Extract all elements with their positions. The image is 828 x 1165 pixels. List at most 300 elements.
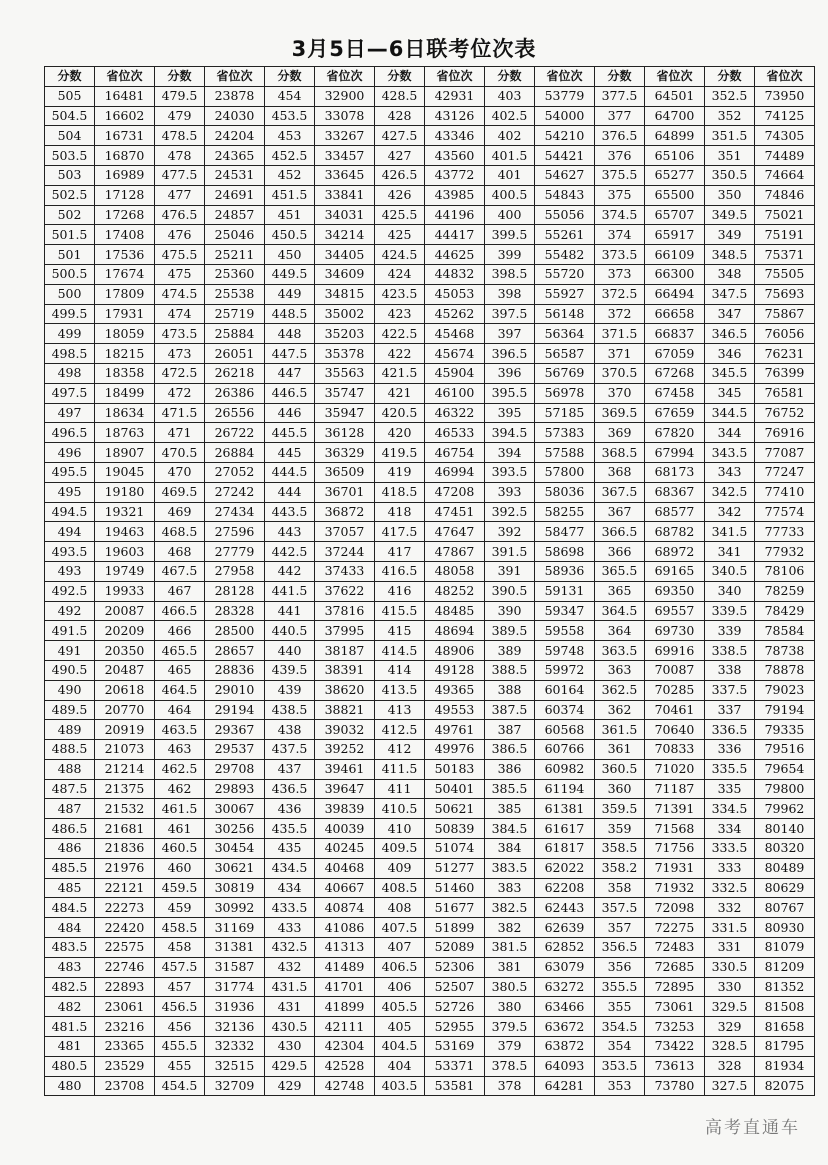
rank-cell: 64700	[645, 106, 705, 126]
rank-cell: 80767	[755, 898, 815, 918]
score-cell: 401.5	[485, 146, 535, 166]
rank-cell: 27434	[205, 502, 265, 522]
score-cell: 410	[375, 819, 425, 839]
score-cell: 368.5	[595, 443, 645, 463]
score-cell: 391	[485, 561, 535, 581]
score-cell: 480.5	[45, 1056, 95, 1076]
rank-cell: 22420	[95, 918, 155, 938]
table-row	[45, 86, 815, 106]
rank-cell: 73061	[645, 997, 705, 1017]
rank-cell: 34609	[315, 264, 375, 284]
rank-cell: 67458	[645, 383, 705, 403]
score-cell: 463.5	[155, 720, 205, 740]
score-cell: 339	[705, 621, 755, 641]
score-cell: 447	[265, 363, 315, 383]
rank-cell: 64501	[645, 86, 705, 106]
rank-cell: 54627	[535, 165, 595, 185]
score-cell: 426	[375, 185, 425, 205]
rank-cell: 30256	[205, 819, 265, 839]
score-cell: 369.5	[595, 403, 645, 423]
score-cell: 388.5	[485, 660, 535, 680]
rank-cell: 56978	[535, 383, 595, 403]
score-cell: 424.5	[375, 245, 425, 265]
score-cell: 492	[45, 601, 95, 621]
score-cell: 367	[595, 502, 645, 522]
score-cell: 386	[485, 759, 535, 779]
score-cell: 436	[265, 799, 315, 819]
rank-cell: 44196	[425, 205, 485, 225]
score-cell: 458.5	[155, 918, 205, 938]
score-cell: 448.5	[265, 304, 315, 324]
score-cell: 473.5	[155, 324, 205, 344]
score-cell: 480	[45, 1076, 95, 1096]
rank-cell: 47647	[425, 522, 485, 542]
rank-cell: 27242	[205, 482, 265, 502]
rank-cell: 80140	[755, 819, 815, 839]
score-cell: 413.5	[375, 680, 425, 700]
rank-cell: 22893	[95, 977, 155, 997]
header-score: 分数	[155, 67, 205, 87]
score-cell: 483	[45, 957, 95, 977]
score-cell: 486	[45, 839, 95, 859]
rank-cell: 37433	[315, 561, 375, 581]
rank-cell: 46994	[425, 462, 485, 482]
score-cell: 375.5	[595, 165, 645, 185]
score-cell: 458	[155, 938, 205, 958]
score-cell: 453	[265, 126, 315, 146]
rank-cell: 68577	[645, 502, 705, 522]
score-cell: 389	[485, 641, 535, 661]
rank-cell: 33267	[315, 126, 375, 146]
score-cell: 344	[705, 423, 755, 443]
score-cell: 504.5	[45, 106, 95, 126]
rank-cell: 53779	[535, 86, 595, 106]
score-cell: 449	[265, 284, 315, 304]
score-cell: 491.5	[45, 621, 95, 641]
score-cell: 357	[595, 918, 645, 938]
score-cell: 351.5	[705, 126, 755, 146]
score-cell: 423.5	[375, 284, 425, 304]
rank-cell: 81508	[755, 997, 815, 1017]
rank-cell: 59972	[535, 660, 595, 680]
score-cell: 488	[45, 759, 95, 779]
rank-cell: 37816	[315, 601, 375, 621]
rank-cell: 71187	[645, 779, 705, 799]
rank-cell: 68972	[645, 542, 705, 562]
rank-cell: 42304	[315, 1037, 375, 1057]
score-cell: 436.5	[265, 779, 315, 799]
score-cell: 338	[705, 660, 755, 680]
rank-cell: 36701	[315, 482, 375, 502]
score-cell: 412	[375, 740, 425, 760]
score-cell: 503.5	[45, 146, 95, 166]
rank-cell: 80320	[755, 839, 815, 859]
score-cell: 362	[595, 700, 645, 720]
header-score: 分数	[705, 67, 755, 87]
rank-cell: 58036	[535, 482, 595, 502]
score-cell: 467	[155, 581, 205, 601]
rank-cell: 46533	[425, 423, 485, 443]
score-cell: 451	[265, 205, 315, 225]
table-row	[45, 205, 815, 225]
rank-cell: 62208	[535, 878, 595, 898]
score-cell: 463	[155, 740, 205, 760]
score-cell: 390.5	[485, 581, 535, 601]
table-row	[45, 502, 815, 522]
score-cell: 399	[485, 245, 535, 265]
score-cell: 443.5	[265, 502, 315, 522]
rank-cell: 47451	[425, 502, 485, 522]
rank-cell: 81795	[755, 1037, 815, 1057]
rank-cell: 42931	[425, 86, 485, 106]
rank-cell: 49761	[425, 720, 485, 740]
rank-cell: 55927	[535, 284, 595, 304]
score-cell: 485	[45, 878, 95, 898]
rank-cell: 45674	[425, 344, 485, 364]
score-cell: 494.5	[45, 502, 95, 522]
score-cell: 387.5	[485, 700, 535, 720]
score-cell: 406.5	[375, 957, 425, 977]
score-cell: 467.5	[155, 561, 205, 581]
rank-cell: 79023	[755, 680, 815, 700]
score-cell: 396.5	[485, 344, 535, 364]
score-cell: 435.5	[265, 819, 315, 839]
rank-cell: 25538	[205, 284, 265, 304]
rank-cell: 65277	[645, 165, 705, 185]
score-cell: 341.5	[705, 522, 755, 542]
score-cell: 422	[375, 344, 425, 364]
rank-cell: 20618	[95, 680, 155, 700]
score-cell: 493.5	[45, 542, 95, 562]
rank-cell: 59131	[535, 581, 595, 601]
score-cell: 425.5	[375, 205, 425, 225]
rank-cell: 31774	[205, 977, 265, 997]
rank-cell: 73422	[645, 1037, 705, 1057]
score-cell: 414	[375, 660, 425, 680]
rank-cell: 72275	[645, 918, 705, 938]
score-cell: 432	[265, 957, 315, 977]
rank-cell: 37622	[315, 581, 375, 601]
table-row	[45, 839, 815, 859]
rank-cell: 32900	[315, 86, 375, 106]
score-cell: 335.5	[705, 759, 755, 779]
rank-cell: 26556	[205, 403, 265, 423]
rank-cell: 23708	[95, 1076, 155, 1096]
rank-cell: 23529	[95, 1056, 155, 1076]
rank-cell: 44625	[425, 245, 485, 265]
rank-cell: 55056	[535, 205, 595, 225]
score-cell: 336.5	[705, 720, 755, 740]
table-row	[45, 601, 815, 621]
rank-cell: 47208	[425, 482, 485, 502]
table-row	[45, 819, 815, 839]
score-cell: 342.5	[705, 482, 755, 502]
score-cell: 431.5	[265, 977, 315, 997]
score-cell: 461	[155, 819, 205, 839]
rank-cell: 69730	[645, 621, 705, 641]
score-cell: 408.5	[375, 878, 425, 898]
score-cell: 377	[595, 106, 645, 126]
rank-cell: 17674	[95, 264, 155, 284]
table-row	[45, 680, 815, 700]
rank-cell: 29893	[205, 779, 265, 799]
rank-cell: 61817	[535, 839, 595, 859]
score-cell: 497.5	[45, 383, 95, 403]
rank-cell: 19180	[95, 482, 155, 502]
score-cell: 349	[705, 225, 755, 245]
score-cell: 354	[595, 1037, 645, 1057]
table-row	[45, 284, 815, 304]
score-cell: 430	[265, 1037, 315, 1057]
score-cell: 445.5	[265, 423, 315, 443]
rank-cell: 32709	[205, 1076, 265, 1096]
score-cell: 494	[45, 522, 95, 542]
rank-cell: 66658	[645, 304, 705, 324]
score-cell: 356	[595, 957, 645, 977]
score-cell: 431	[265, 997, 315, 1017]
rank-cell: 75021	[755, 205, 815, 225]
rank-cell: 71931	[645, 858, 705, 878]
score-cell: 475	[155, 264, 205, 284]
score-cell: 439.5	[265, 660, 315, 680]
score-cell: 389.5	[485, 621, 535, 641]
rank-cell: 30454	[205, 839, 265, 859]
rank-cell: 52726	[425, 997, 485, 1017]
score-cell: 392	[485, 522, 535, 542]
rank-cell: 24204	[205, 126, 265, 146]
score-cell: 366.5	[595, 522, 645, 542]
score-cell: 409.5	[375, 839, 425, 859]
rank-cell: 40039	[315, 819, 375, 839]
score-cell: 413	[375, 700, 425, 720]
table-row	[45, 146, 815, 166]
rank-cell: 33645	[315, 165, 375, 185]
rank-cell: 48252	[425, 581, 485, 601]
table-row	[45, 1037, 815, 1057]
score-cell: 375	[595, 185, 645, 205]
score-cell: 390	[485, 601, 535, 621]
score-cell: 335	[705, 779, 755, 799]
rank-cell: 74489	[755, 146, 815, 166]
rank-cell: 33078	[315, 106, 375, 126]
score-cell: 432.5	[265, 938, 315, 958]
score-cell: 454.5	[155, 1076, 205, 1096]
rank-cell: 37244	[315, 542, 375, 562]
score-cell: 476	[155, 225, 205, 245]
score-cell: 477.5	[155, 165, 205, 185]
score-cell: 341	[705, 542, 755, 562]
rank-cell: 65917	[645, 225, 705, 245]
score-cell: 345.5	[705, 363, 755, 383]
score-cell: 462.5	[155, 759, 205, 779]
score-cell: 349.5	[705, 205, 755, 225]
rank-cell: 79335	[755, 720, 815, 740]
table-row	[45, 522, 815, 542]
rank-cell: 50621	[425, 799, 485, 819]
score-cell: 340	[705, 581, 755, 601]
score-cell: 438	[265, 720, 315, 740]
rank-cell: 28500	[205, 621, 265, 641]
rank-cell: 23878	[205, 86, 265, 106]
rank-cell: 75505	[755, 264, 815, 284]
rank-cell: 28328	[205, 601, 265, 621]
score-cell: 427	[375, 146, 425, 166]
rank-cell: 20770	[95, 700, 155, 720]
table-row	[45, 779, 815, 799]
score-cell: 334	[705, 819, 755, 839]
score-cell: 460.5	[155, 839, 205, 859]
rank-cell: 52306	[425, 957, 485, 977]
rank-cell: 38620	[315, 680, 375, 700]
score-cell: 495.5	[45, 462, 95, 482]
rank-cell: 76056	[755, 324, 815, 344]
score-cell: 383	[485, 878, 535, 898]
rank-cell: 18358	[95, 363, 155, 383]
rank-cell: 19321	[95, 502, 155, 522]
rank-cell: 65707	[645, 205, 705, 225]
rank-cell: 72098	[645, 898, 705, 918]
rank-cell: 24531	[205, 165, 265, 185]
score-cell: 439	[265, 680, 315, 700]
score-cell: 345	[705, 383, 755, 403]
score-cell: 418.5	[375, 482, 425, 502]
header-score: 分数	[485, 67, 535, 87]
rank-cell: 78738	[755, 641, 815, 661]
score-cell: 332	[705, 898, 755, 918]
rank-cell: 66494	[645, 284, 705, 304]
score-cell: 385.5	[485, 779, 535, 799]
score-cell: 380.5	[485, 977, 535, 997]
score-cell: 406	[375, 977, 425, 997]
score-cell: 358.5	[595, 839, 645, 859]
rank-cell: 29367	[205, 720, 265, 740]
table-header	[45, 67, 815, 87]
score-cell: 429	[265, 1076, 315, 1096]
rank-cell: 57800	[535, 462, 595, 482]
score-cell: 357.5	[595, 898, 645, 918]
rank-cell: 36128	[315, 423, 375, 443]
table-row	[45, 126, 815, 146]
rank-cell: 51277	[425, 858, 485, 878]
rank-cell: 36872	[315, 502, 375, 522]
score-cell: 334.5	[705, 799, 755, 819]
score-cell: 343	[705, 462, 755, 482]
table-row	[45, 165, 815, 185]
rank-cell: 31936	[205, 997, 265, 1017]
table-row	[45, 225, 815, 245]
score-cell: 445	[265, 443, 315, 463]
rank-cell: 43985	[425, 185, 485, 205]
rank-cell: 26386	[205, 383, 265, 403]
score-cell: 455.5	[155, 1037, 205, 1057]
score-cell: 499	[45, 324, 95, 344]
rank-cell: 19045	[95, 462, 155, 482]
score-cell: 338.5	[705, 641, 755, 661]
score-cell: 394	[485, 443, 535, 463]
rank-cell: 62639	[535, 918, 595, 938]
table-row	[45, 1017, 815, 1037]
rank-cell: 62443	[535, 898, 595, 918]
score-cell: 425	[375, 225, 425, 245]
score-cell: 351	[705, 146, 755, 166]
score-cell: 427.5	[375, 126, 425, 146]
rank-cell: 58698	[535, 542, 595, 562]
score-cell: 398	[485, 284, 535, 304]
rank-cell: 62852	[535, 938, 595, 958]
score-cell: 465	[155, 660, 205, 680]
rank-cell: 40667	[315, 878, 375, 898]
score-cell: 368	[595, 462, 645, 482]
rank-cell: 40874	[315, 898, 375, 918]
page-title: 3月5日—6日联考位次表	[291, 37, 537, 61]
score-cell: 364.5	[595, 601, 645, 621]
score-cell: 333	[705, 858, 755, 878]
rank-cell: 34214	[315, 225, 375, 245]
score-cell: 501	[45, 245, 95, 265]
rank-cell: 54000	[535, 106, 595, 126]
score-cell: 465.5	[155, 641, 205, 661]
rank-cell: 74664	[755, 165, 815, 185]
rank-cell: 80489	[755, 858, 815, 878]
score-cell: 443	[265, 522, 315, 542]
rank-cell: 49553	[425, 700, 485, 720]
score-cell: 493	[45, 561, 95, 581]
rank-cell: 21836	[95, 839, 155, 859]
score-cell: 381.5	[485, 938, 535, 958]
rank-cell: 43772	[425, 165, 485, 185]
rank-cell: 33841	[315, 185, 375, 205]
score-cell: 354.5	[595, 1017, 645, 1037]
score-cell: 487	[45, 799, 95, 819]
rank-cell: 17408	[95, 225, 155, 245]
table-row	[45, 1056, 815, 1076]
score-cell: 398.5	[485, 264, 535, 284]
rank-cell: 79962	[755, 799, 815, 819]
score-cell: 442	[265, 561, 315, 581]
rank-cell: 29708	[205, 759, 265, 779]
header-rank: 省位次	[645, 67, 705, 87]
rank-cell: 21214	[95, 759, 155, 779]
score-cell: 481.5	[45, 1017, 95, 1037]
score-cell: 393	[485, 482, 535, 502]
rank-cell: 75191	[755, 225, 815, 245]
score-cell: 462	[155, 779, 205, 799]
rank-cell: 25211	[205, 245, 265, 265]
rank-cell: 79654	[755, 759, 815, 779]
watermark-text: 高考直通车	[705, 1118, 800, 1138]
score-cell: 350.5	[705, 165, 755, 185]
score-cell: 355	[595, 997, 645, 1017]
rank-cell: 63079	[535, 957, 595, 977]
rank-cell: 17536	[95, 245, 155, 265]
score-cell: 404.5	[375, 1037, 425, 1057]
score-cell: 332.5	[705, 878, 755, 898]
rank-cell: 40245	[315, 839, 375, 859]
score-cell: 482	[45, 997, 95, 1017]
rank-cell: 42111	[315, 1017, 375, 1037]
rank-cell: 34815	[315, 284, 375, 304]
rank-cell: 53581	[425, 1076, 485, 1096]
score-cell: 469	[155, 502, 205, 522]
score-cell: 472.5	[155, 363, 205, 383]
rank-cell: 77733	[755, 522, 815, 542]
rank-cell: 18059	[95, 324, 155, 344]
score-cell: 453.5	[265, 106, 315, 126]
score-cell: 356.5	[595, 938, 645, 958]
score-cell: 474	[155, 304, 205, 324]
score-cell: 478.5	[155, 126, 205, 146]
score-cell: 419.5	[375, 443, 425, 463]
